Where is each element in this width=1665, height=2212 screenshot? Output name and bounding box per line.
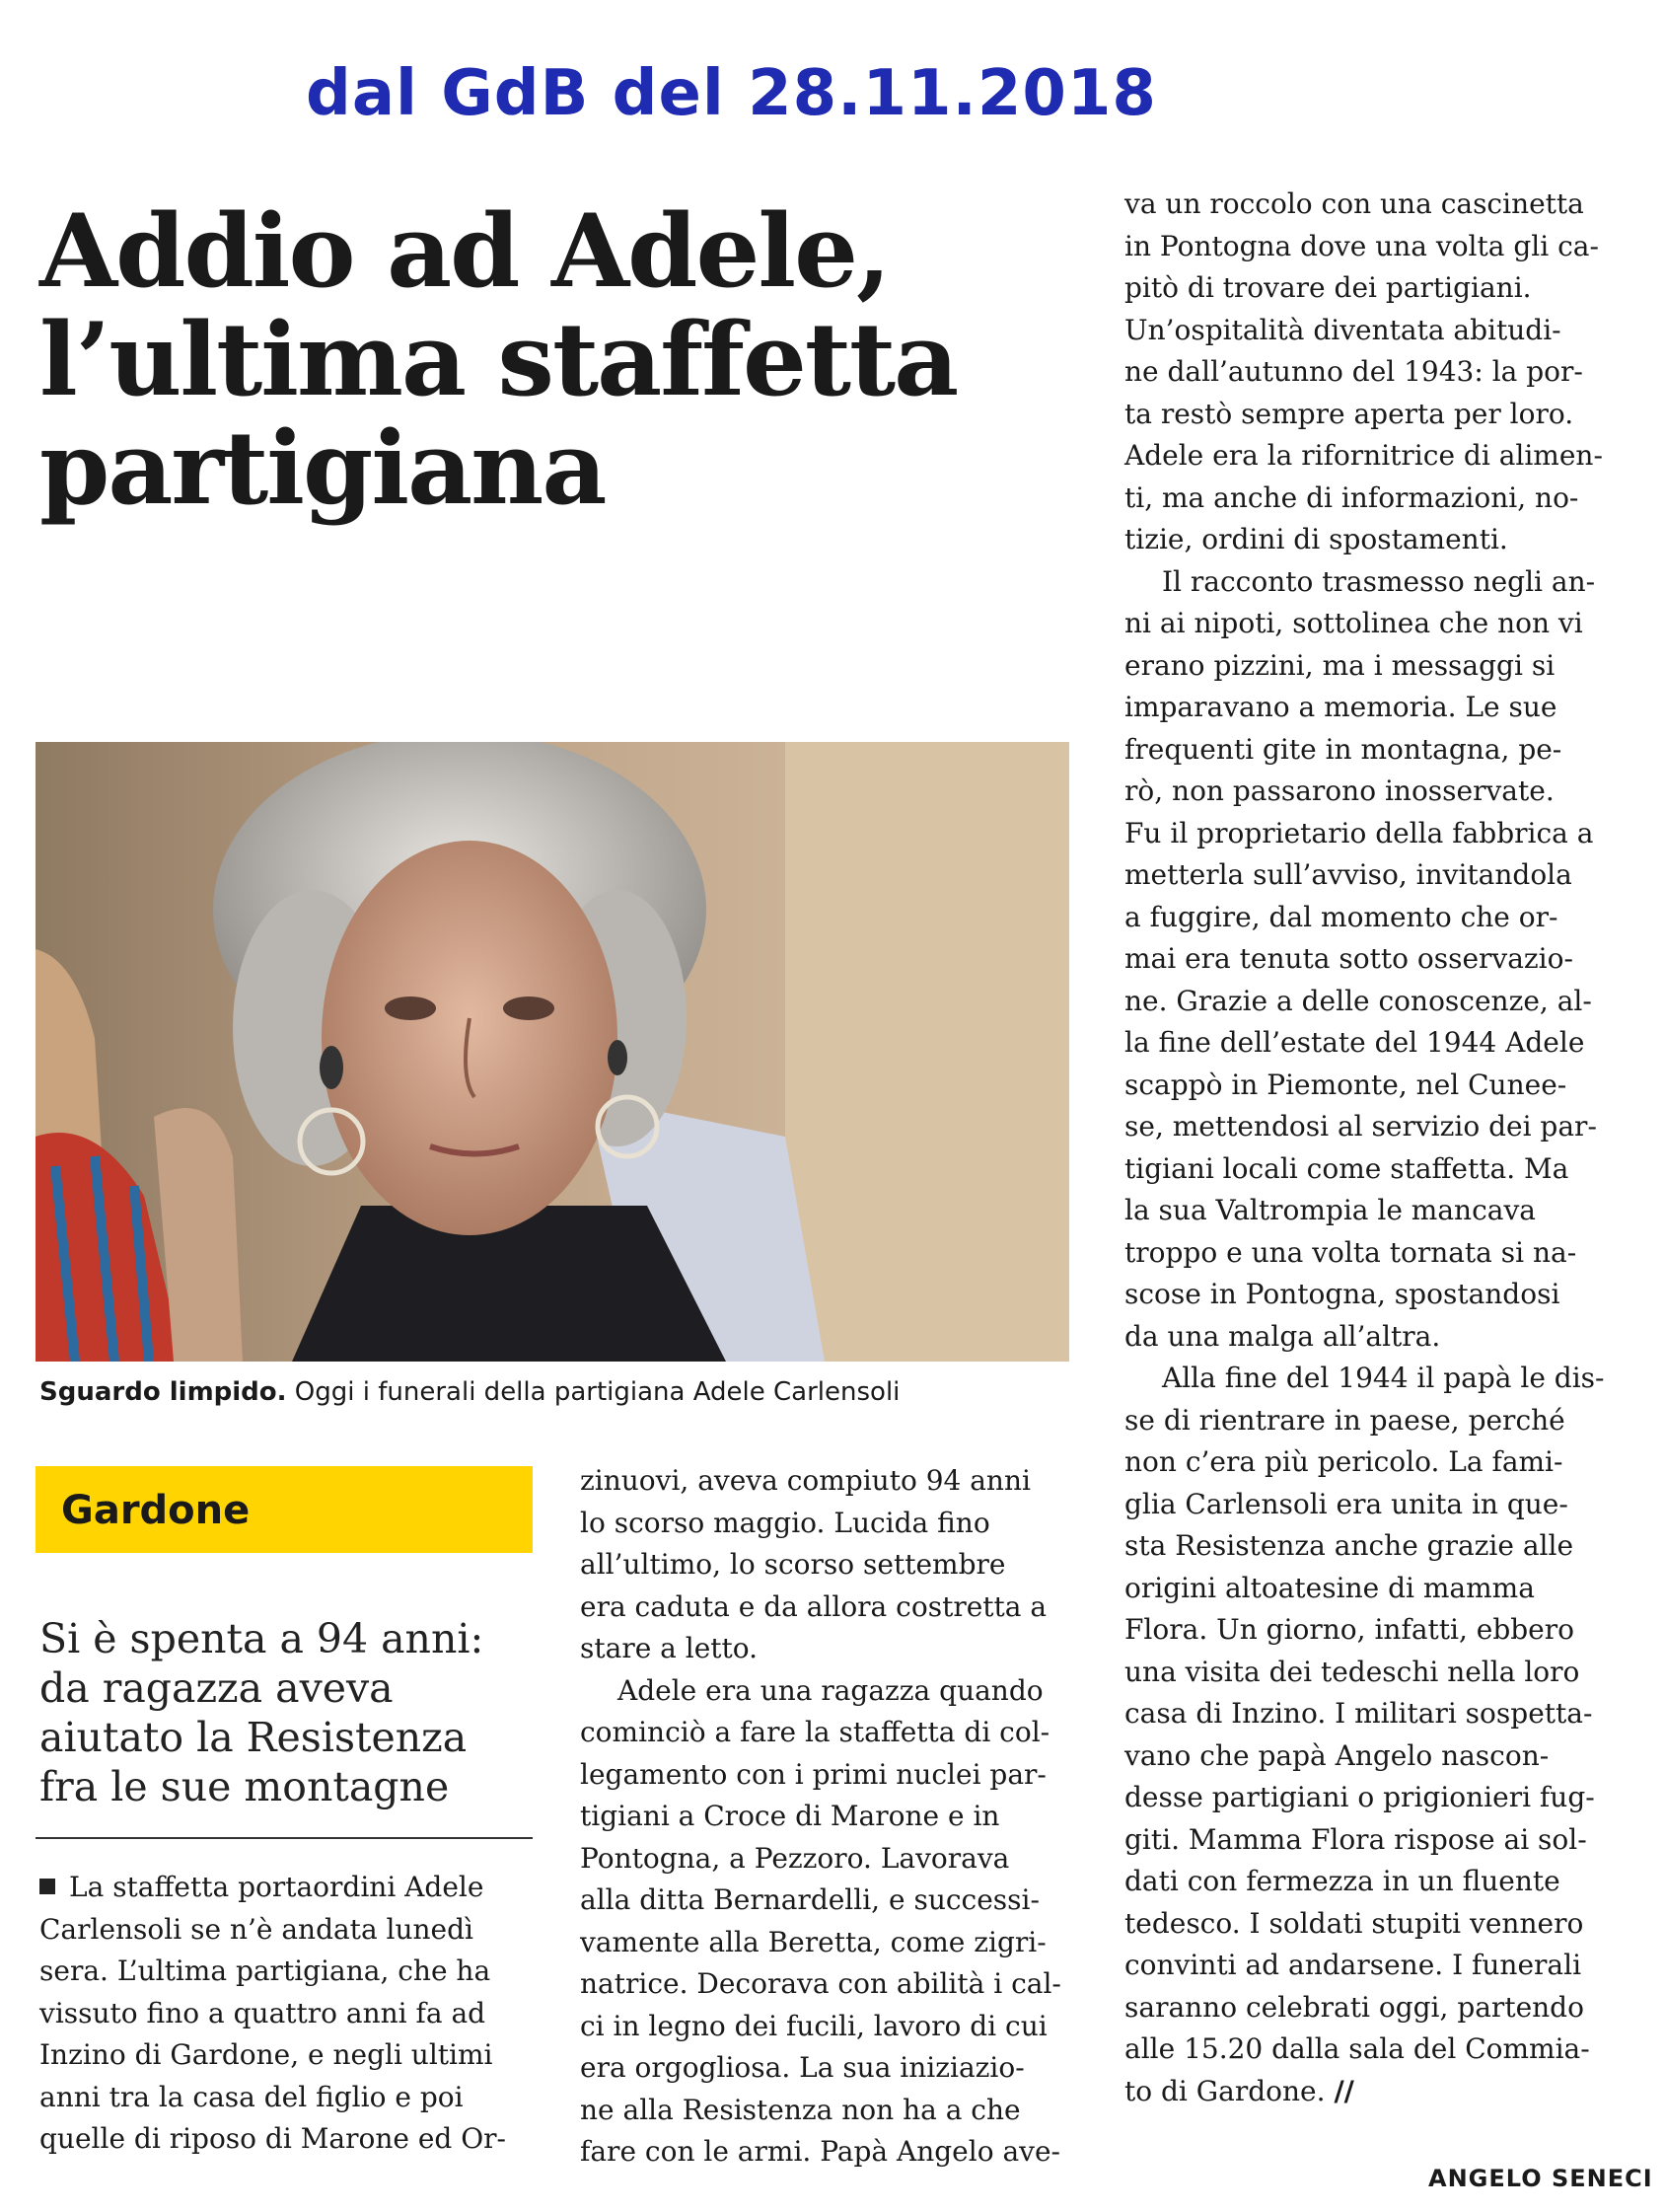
source-label: dal GdB del 28.11.2018	[306, 57, 1157, 130]
text-line: alle 15.20 dalla sala del Commia-	[1124, 2032, 1590, 2065]
text-line: all’ultimo, lo scorso settembre	[580, 1548, 1006, 1581]
text-line: quelle di riposo di Marone ed Or-	[39, 2122, 507, 2155]
text-line: alla ditta Bernardelli, e successi-	[580, 1883, 1040, 1916]
text-line: origini altoatesine di mamma	[1124, 1571, 1535, 1604]
text-line: metterla sull’avviso, invitandola	[1124, 858, 1572, 891]
text-line: giti. Mamma Flora rispose ai sol-	[1124, 1822, 1587, 1856]
photo-caption	[39, 1377, 1085, 1407]
text-line: fare con le armi. Papà Angelo ave-	[580, 2135, 1060, 2168]
text-line: desse partigiani o prigionieri fug-	[1124, 1781, 1595, 1813]
caption-lead: Sguardo limpido.	[39, 1377, 287, 1407]
article-column-1	[39, 1867, 533, 2161]
text-line: sera. L’ultima partigiana, che ha	[39, 1954, 491, 1987]
text-line: to di Gardone. //	[1124, 2074, 1354, 2107]
subheadline-line: fra le sue montagne	[39, 1763, 450, 1810]
text-line: casa di Inzino. I militari sospetta-	[1124, 1697, 1593, 1730]
text-line: ne alla Resistenza non ha a che	[580, 2093, 1021, 2126]
end-mark: //	[1334, 2074, 1354, 2107]
text-line: ne dall’autunno del 1943: la por-	[1124, 355, 1583, 388]
text-line: Adele era una ragazza quando	[617, 1673, 1044, 1707]
text-line: se di rientrare in paese, perché	[1124, 1403, 1565, 1437]
subheadline-line: aiutato la Resistenza	[39, 1714, 468, 1761]
text-line: scose in Pontogna, spostandosi	[1124, 1278, 1560, 1310]
text-line: ci in legno dei fucili, lavoro di cui	[580, 2009, 1048, 2042]
text-line: ta restò sempre aperta per loro.	[1124, 397, 1574, 430]
text-line: imparavano a memoria. Le sue	[1124, 691, 1557, 723]
text-line: La staffetta portaordini Adele	[39, 1867, 533, 1909]
text-line: legamento con i primi nuclei par-	[580, 1757, 1047, 1791]
text-line: natrice. Decorava con abilità i cal-	[580, 1967, 1061, 2000]
subheadline-line: da ragazza aveva	[39, 1664, 394, 1712]
text-line: rò, non passarono inosservate.	[1124, 774, 1555, 807]
text-line: era orgogliosa. La sua iniziazio-	[580, 2051, 1025, 2084]
caption-text: Oggi i funerali della partigiana Adele Carlensoli	[286, 1377, 901, 1407]
text-line: scappò in Piemonte, nel Cunee-	[1124, 1068, 1567, 1101]
bullet-icon	[39, 1879, 55, 1894]
subheadline	[39, 1614, 552, 1811]
text-line: anni tra la casa del figlio e poi	[39, 2080, 464, 2113]
text-line: tigiani a Croce di Marone e in	[580, 1800, 1000, 1832]
text-line: dati con fermezza in un fluente	[1124, 1865, 1560, 1897]
text-line: ni ai nipoti, sottolinea che non vi	[1124, 607, 1583, 639]
text-line: Il racconto trasmesso negli an-	[1162, 564, 1596, 598]
text-line: ti, ma anche di informazioni, no-	[1124, 480, 1579, 514]
text-line: erano pizzini, ma i messaggi si	[1124, 648, 1556, 682]
text-line: Alla fine del 1944 il papà le dis-	[1162, 1362, 1605, 1394]
text-line: cominciò a fare la staffetta di col-	[580, 1716, 1050, 1748]
text-line: era caduta e da allora costretta a	[580, 1589, 1048, 1623]
text-line: non c’era più pericolo. La fami-	[1124, 1445, 1563, 1478]
divider	[36, 1837, 533, 1839]
text-line: va un roccolo con una cascinetta	[1124, 187, 1584, 220]
text-line: vano che papà Angelo nascon-	[1124, 1738, 1550, 1772]
text-line: frequenti gite in montagna, pe-	[1124, 732, 1562, 766]
section-tag-label: Gardone	[61, 1488, 251, 1533]
text-line: la sua Valtrompia le mancava	[1124, 1194, 1536, 1226]
headline	[39, 192, 1065, 528]
headline-line: l’ultima staffetta	[39, 301, 958, 419]
text-line: Carlensoli se n’è andata lunedì	[39, 1912, 474, 1946]
text-line: vamente alla Beretta, come zigri-	[580, 1925, 1047, 1958]
text-line: ne. Grazie a delle conoscenze, al-	[1124, 984, 1592, 1017]
text-line: stare a letto.	[580, 1632, 759, 1664]
text-line: Pontogna, a Pezzoro. Lavorava	[580, 1841, 1010, 1875]
text-line: la fine dell’estate del 1944 Adele	[1124, 1026, 1585, 1059]
subheadline-line: Si è spenta a 94 anni:	[39, 1615, 484, 1662]
headline-line: partigiana	[39, 409, 606, 528]
text-line: glia Carlensoli era unita in que-	[1124, 1487, 1568, 1520]
text-line: Adele era la rifornitrice di alimen-	[1124, 439, 1603, 472]
text-line: tedesco. I soldati stupiti vennero	[1124, 1906, 1584, 1940]
text-line: Fu il proprietario della fabbrica a	[1124, 816, 1594, 849]
text-line: zinuovi, aveva compiuto 94 anni	[580, 1464, 1031, 1497]
text-line: tigiani locali come staffetta. Ma	[1124, 1151, 1569, 1185]
text-line: una visita dei tedeschi nella loro	[1124, 1655, 1580, 1688]
text-line: da una malga all’altra.	[1124, 1319, 1441, 1353]
article-photo	[36, 742, 1069, 1362]
article-column-2	[580, 1460, 1073, 2174]
text-line: tizie, ordini di spostamenti.	[1124, 523, 1508, 555]
text-line: a fuggire, dal momento che or-	[1124, 900, 1558, 933]
text-line: lo scorso maggio. Lucida fino	[580, 1506, 990, 1539]
text-line: saranno celebrati oggi, partendo	[1124, 1990, 1584, 2024]
text-line: Un’ospitalità diventata abitudi-	[1124, 313, 1561, 346]
byline: ANGELO SENECI	[1428, 2165, 1653, 2192]
text-line: pitò di trovare dei partigiani.	[1124, 271, 1532, 304]
text-line: troppo e una volta tornata si na-	[1124, 1235, 1577, 1269]
text-line: Flora. Un giorno, infatti, ebbero	[1124, 1613, 1574, 1646]
text-line: mai era tenuta sotto osservazio-	[1124, 942, 1573, 975]
text-line: Inzino di Gardone, e negli ultimi	[39, 2038, 493, 2071]
text-line: convinti ad andarsene. I funerali	[1124, 1949, 1582, 1981]
text-line: sta Resistenza anche grazie alle	[1124, 1529, 1574, 1562]
text-line: in Pontogna dove una volta gli ca-	[1124, 229, 1599, 262]
text-line: vissuto fino a quattro anni fa ad	[39, 1996, 486, 2029]
article-column-3	[1124, 184, 1637, 2112]
headline-line: Addio ad Adele,	[39, 192, 890, 311]
section-tag	[36, 1466, 533, 1553]
text-line: se, mettendosi al servizio dei par-	[1124, 1110, 1597, 1143]
